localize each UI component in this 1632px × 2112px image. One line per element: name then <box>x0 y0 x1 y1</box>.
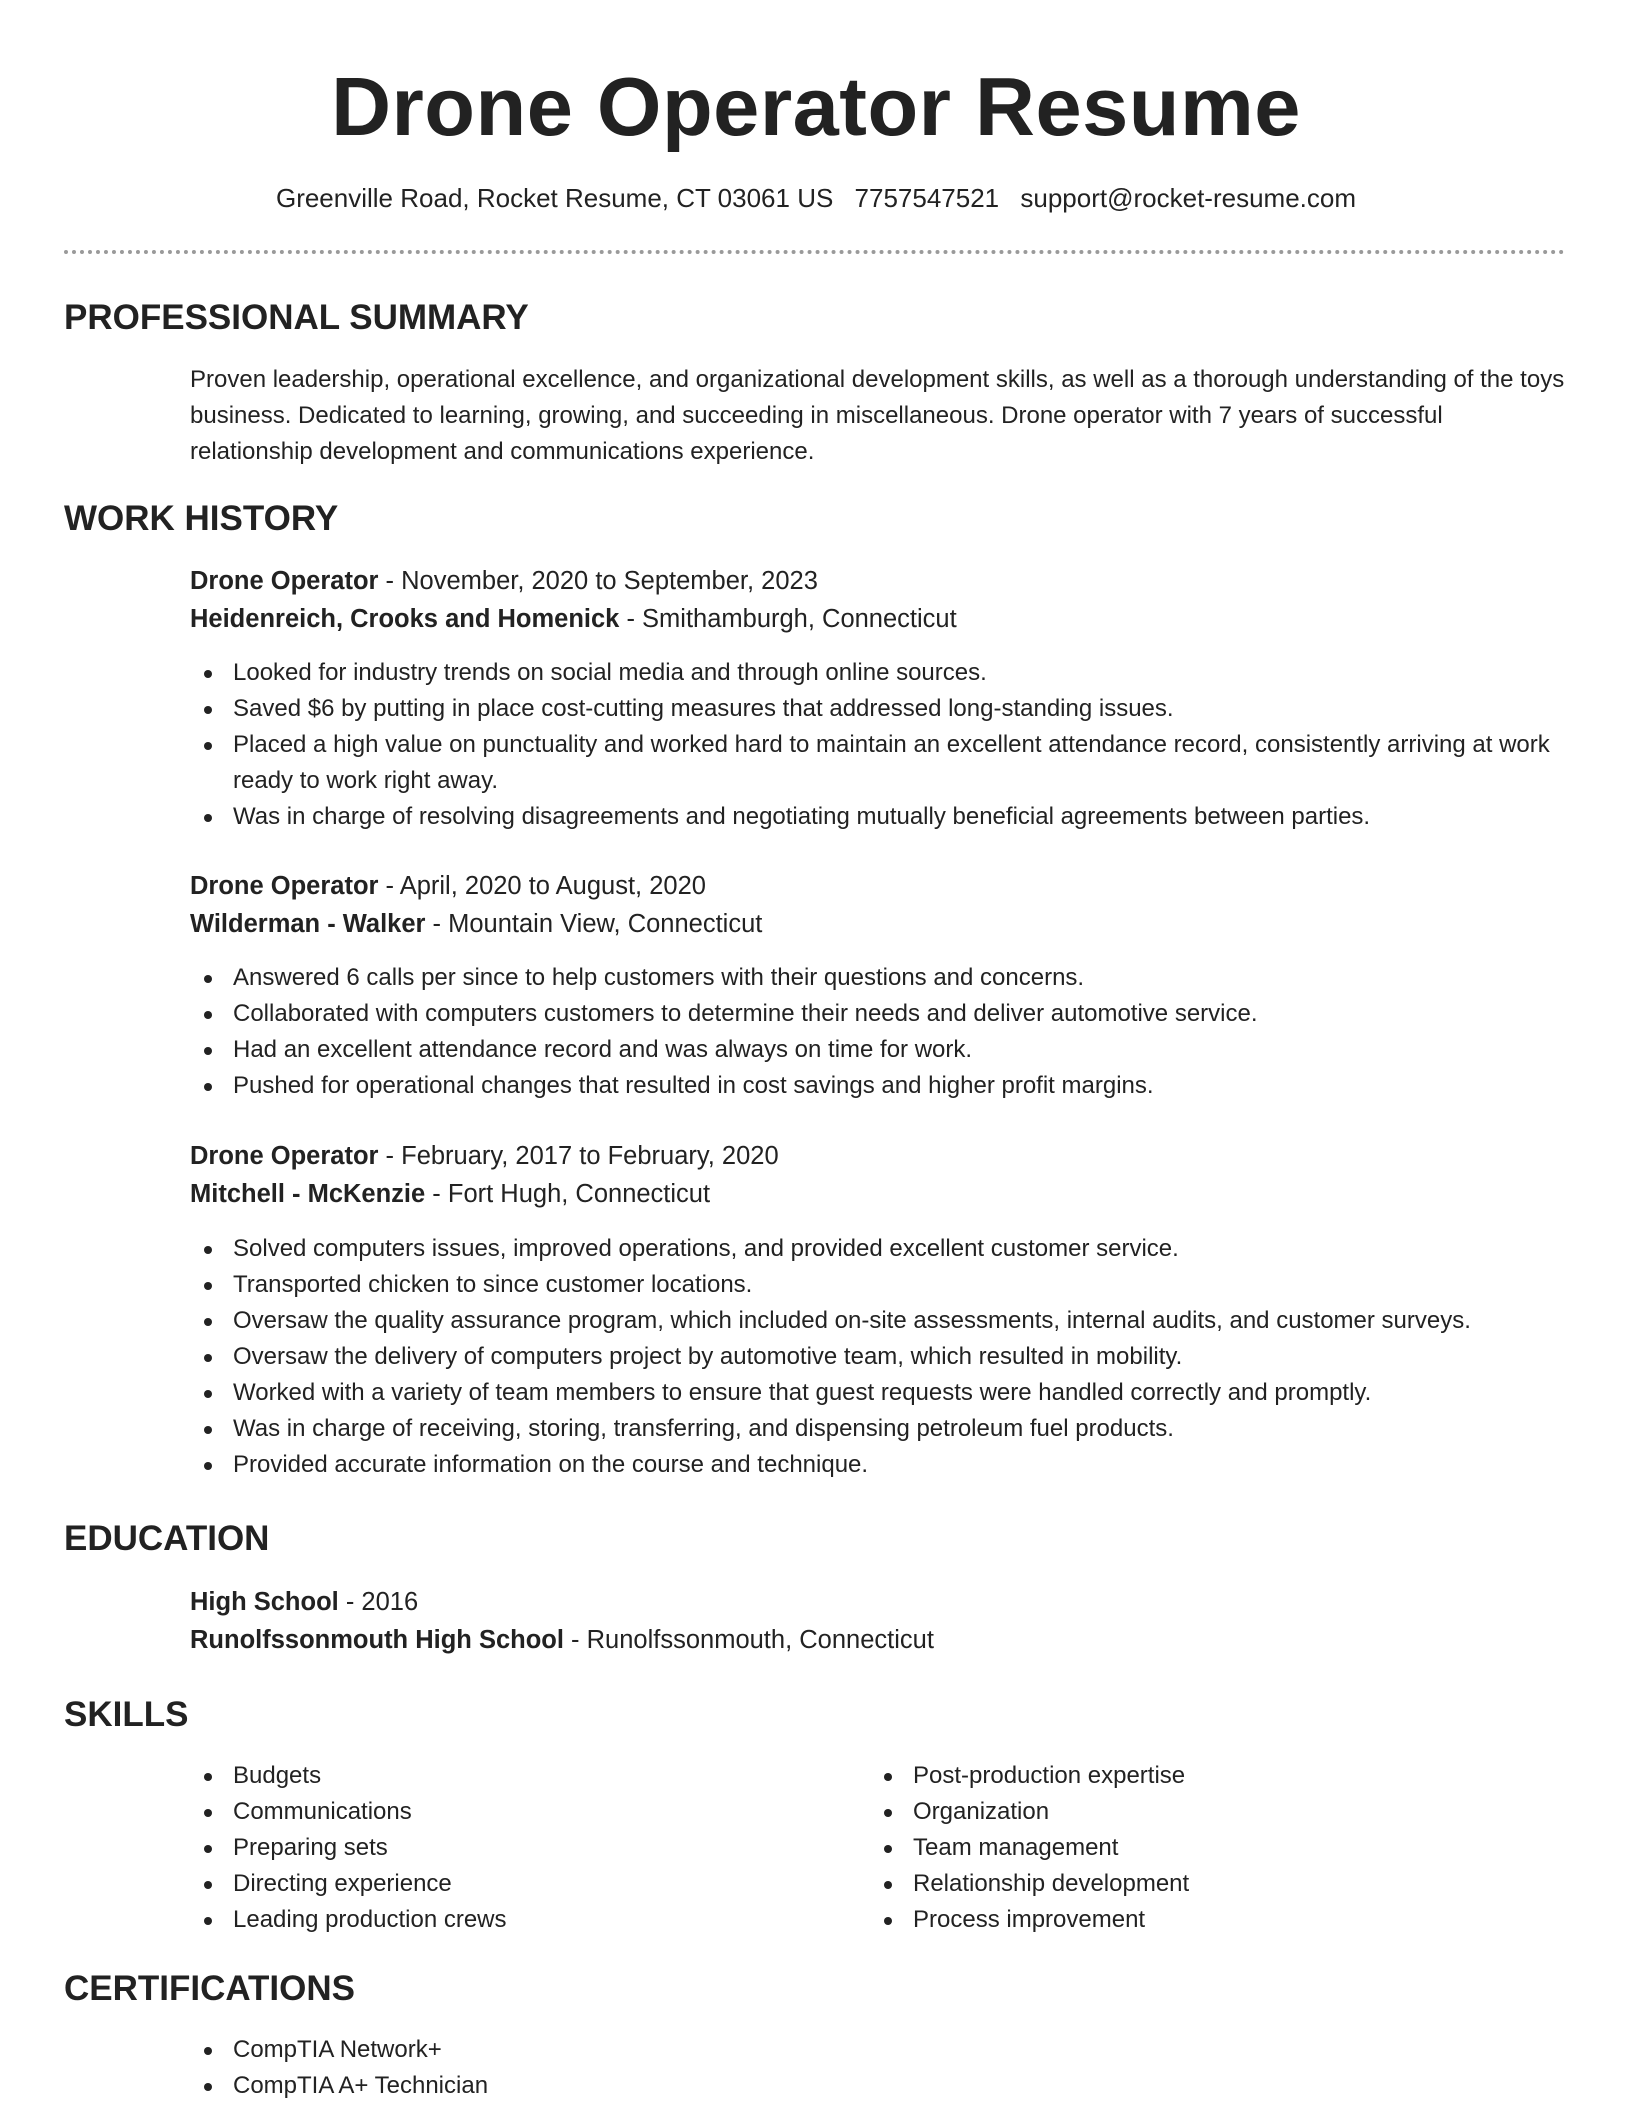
job-3-title-line <box>190 1138 779 1174</box>
job-1-title: Drone Operator <box>190 567 379 595</box>
job-2-company-line <box>190 906 762 942</box>
job-3-bullets <box>190 1231 1568 1483</box>
education-location: - Runolfssonmouth, Connecticut <box>563 1626 934 1654</box>
job-2-company: Wilderman - Walker <box>190 910 426 938</box>
list-item: Pushed for operational changes that resulted in cost savings and higher profit margins. <box>190 1068 1568 1104</box>
list-item: Provided accurate information on the course and technique. <box>190 1447 1568 1483</box>
skills-heading: SKILLS <box>64 1695 189 1734</box>
job-2-dates: - April, 2020 to August, 2020 <box>378 872 706 900</box>
job-1-company-line <box>190 601 957 637</box>
summary-text: Proven leadership, operational excellence, and organizational development skills, as well as a thorough understanding of the toys business. Dedicated to learning, growing, and succeeding in miscellaneous. Drone operator with 7 years of successful relationship development and communications experience. <box>190 366 1565 465</box>
contact-phone: 7757547521 <box>854 183 1000 213</box>
education-degree-line <box>190 1584 418 1620</box>
job-3-company: Mitchell - McKenzie <box>190 1180 426 1208</box>
list-item: Communications <box>190 1794 850 1830</box>
job-2-location: - Mountain View, Connecticut <box>425 910 763 938</box>
job-3-company-line <box>190 1176 710 1212</box>
list-item: Oversaw the quality assurance program, which included on-site assessments, internal audits, and customer surveys. <box>190 1303 1568 1339</box>
summary-heading: PROFESSIONAL SUMMARY <box>64 298 529 337</box>
certifications-list <box>190 2032 1568 2104</box>
list-item: Transported chicken to since customer locations. <box>190 1267 1568 1303</box>
list-item: Leading production crews <box>190 1902 850 1938</box>
job-2-bullets <box>190 960 1568 1104</box>
list-item: Post-production expertise <box>870 1758 1530 1794</box>
list-item: Saved $6 by putting in place cost-cutting measures that addressed long-standing issues. <box>190 691 1568 727</box>
list-item: Solved computers issues, improved operations, and provided excellent customer service. <box>190 1231 1568 1267</box>
contact-address: Greenville Road, Rocket Resume, CT 03061 US <box>275 183 834 213</box>
contact-line <box>0 180 1632 216</box>
job-3-title: Drone Operator <box>190 1142 379 1170</box>
job-1-location: - Smithamburgh, Connecticut <box>619 605 957 633</box>
contact-email: support@rocket-resume.com <box>1020 183 1357 213</box>
resume-title: Drone Operator Resume <box>331 60 1301 153</box>
skills-list-left <box>190 1758 850 1938</box>
education-year: - 2016 <box>338 1588 419 1616</box>
education-degree: High School <box>190 1588 339 1616</box>
certifications-heading: CERTIFICATIONS <box>64 1969 356 2008</box>
list-item: Organization <box>870 1794 1530 1830</box>
list-item: Had an excellent attendance record and was always on time for work. <box>190 1032 1568 1068</box>
list-item: Process improvement <box>870 1902 1530 1938</box>
list-item: Placed a high value on punctuality and worked hard to maintain an excellent attendance record, consistently arriving at work ready to work right away. <box>190 727 1568 799</box>
list-item: CompTIA Network+ <box>190 2032 1568 2068</box>
list-item: Team management <box>870 1830 1530 1866</box>
job-3-dates: - February, 2017 to February, 2020 <box>378 1142 779 1170</box>
list-item: Preparing sets <box>190 1830 850 1866</box>
job-3-location: - Fort Hugh, Connecticut <box>425 1180 711 1208</box>
education-school-line <box>190 1622 934 1658</box>
education-school: Runolfssonmouth High School <box>190 1626 564 1654</box>
job-2-title-line <box>190 868 706 904</box>
job-1-company: Heidenreich, Crooks and Homenick <box>190 605 620 633</box>
list-item: Relationship development <box>870 1866 1530 1902</box>
list-item: Collaborated with computers customers to determine their needs and deliver automotive service. <box>190 996 1568 1032</box>
job-2-title: Drone Operator <box>190 872 379 900</box>
list-item: Worked with a variety of team members to ensure that guest requests were handled correctly and promptly. <box>190 1375 1568 1411</box>
job-1-dates: - November, 2020 to September, 2023 <box>378 567 818 595</box>
list-item: CompTIA A+ Technician <box>190 2068 1568 2104</box>
list-item: Was in charge of resolving disagreements and negotiating mutually beneficial agreements between parties. <box>190 799 1568 835</box>
job-1-title-line <box>190 563 818 599</box>
list-item: Looked for industry trends on social media and through online sources. <box>190 655 1568 691</box>
list-item: Was in charge of receiving, storing, transferring, and dispensing petroleum fuel products. <box>190 1411 1568 1447</box>
list-item: Directing experience <box>190 1866 850 1902</box>
list-item: Answered 6 calls per since to help customers with their questions and concerns. <box>190 960 1568 996</box>
list-item: Budgets <box>190 1758 850 1794</box>
list-item: Oversaw the delivery of computers project by automotive team, which resulted in mobility. <box>190 1339 1568 1375</box>
work-history-heading: WORK HISTORY <box>64 499 339 538</box>
skills-list-right <box>870 1758 1530 1938</box>
job-1-bullets <box>190 655 1568 835</box>
header-divider <box>64 250 1565 254</box>
education-heading: EDUCATION <box>64 1519 270 1558</box>
